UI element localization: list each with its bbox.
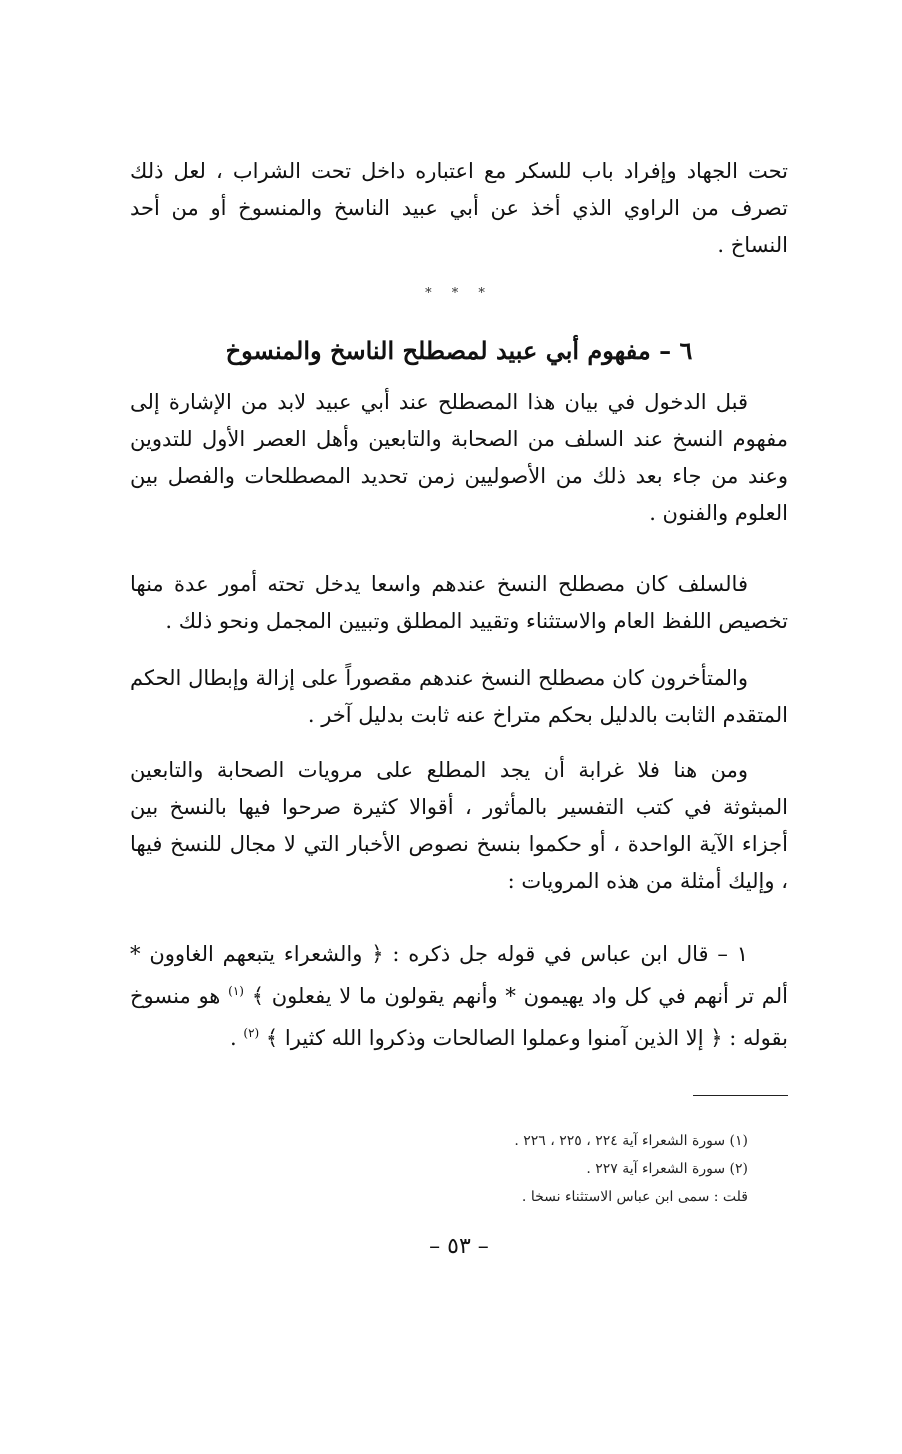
footnote-ref-2[interactable]: (٢)	[243, 1026, 260, 1040]
footnote-divider	[693, 1095, 788, 1096]
continuation-paragraph: تحت الجهاد وإفراد باب للسكر مع اعتباره داخل تحت الشراب ، لعل ذلك تصرف من الراوي الذي أخذ عن أبي عبيد الناسخ والمنسوخ أو من أحد النساخ .	[130, 159, 788, 257]
paragraph-intro: قبل الدخول في بيان هذا المصطلح عند أبي عبيد لابد من الإشارة إلى مفهوم النسخ عند السلف من الصحابة والتابعين وأهل العصر الأول للتدوين وعند من جاء بعد ذلك من الأصوليين زمن تحديد المصطلحات والفصل بين العلوم والفنون .	[130, 390, 788, 525]
example-text-a: ١ – قال ابن عباس في قوله جل ذكره : ﴿ والشعراء يتبعهم الغاوون * ألم تر أنهم في كل واد يهيمون * وأنهم يقولون ما لا يفعلون ﴾	[130, 942, 788, 1008]
paragraph-mutaakhirun: والمتأخرون كان مصطلح النسخ عندهم مقصوراً على إزالة وإبطال الحكم المتقدم الثابت بالدليل بحكم متراخ عنه ثابت بدليل آخر .	[130, 666, 788, 727]
paragraph-examples-intro: ومن هنا فلا غرابة أن يجد المطلع على مرويات الصحابة والتابعين المبثوثة في كتب التفسير بالمأثور ، أقوالا كثيرة صرحوا فيها بالنسخ بين أجزاء الآية الواحدة ، أو حكموا بنسخ نصوص الأخبار التي لا مجال للنسخ فيها ، وإليك أمثلة من هذه المرويات :	[130, 758, 788, 893]
paragraph-salaf: فالسلف كان مصطلح النسخ عندهم واسعا يدخل تحته أمور عدة منها تخصيص اللفظ العام والاستثناء وتقييد المطلق وتبيين المجمل ونحو ذلك .	[130, 572, 788, 633]
footnotes-list	[148, 1127, 748, 1211]
footnote-note: قلت : سمى ابن عباس الاستثناء نسخا .	[521, 1189, 748, 1205]
section-heading: ٦ – مفهوم أبي عبيد لمصطلح الناسخ والمنسوخ	[225, 336, 693, 365]
example-text-c: .	[230, 1026, 244, 1050]
book-page	[130, 0, 788, 1454]
footnote-2: (٢) سورة الشعراء آية ٢٢٧ .	[586, 1161, 748, 1177]
paragraph-example-1	[130, 936, 788, 1057]
page-number: – ٥٣ –	[429, 1234, 489, 1259]
example-text-b: هو منسوخ بقوله : ﴿ إلا الذين آمنوا وعملوا الصالحات وذكروا الله كثيرا ﴾	[130, 984, 788, 1050]
footnote-ref-1[interactable]: (١)	[228, 984, 244, 998]
footnote-1: (١) سورة الشعراء آية ٢٢٤ ، ٢٢٥ ، ٢٢٦ .	[514, 1133, 748, 1149]
section-separator: * * *	[425, 286, 493, 301]
